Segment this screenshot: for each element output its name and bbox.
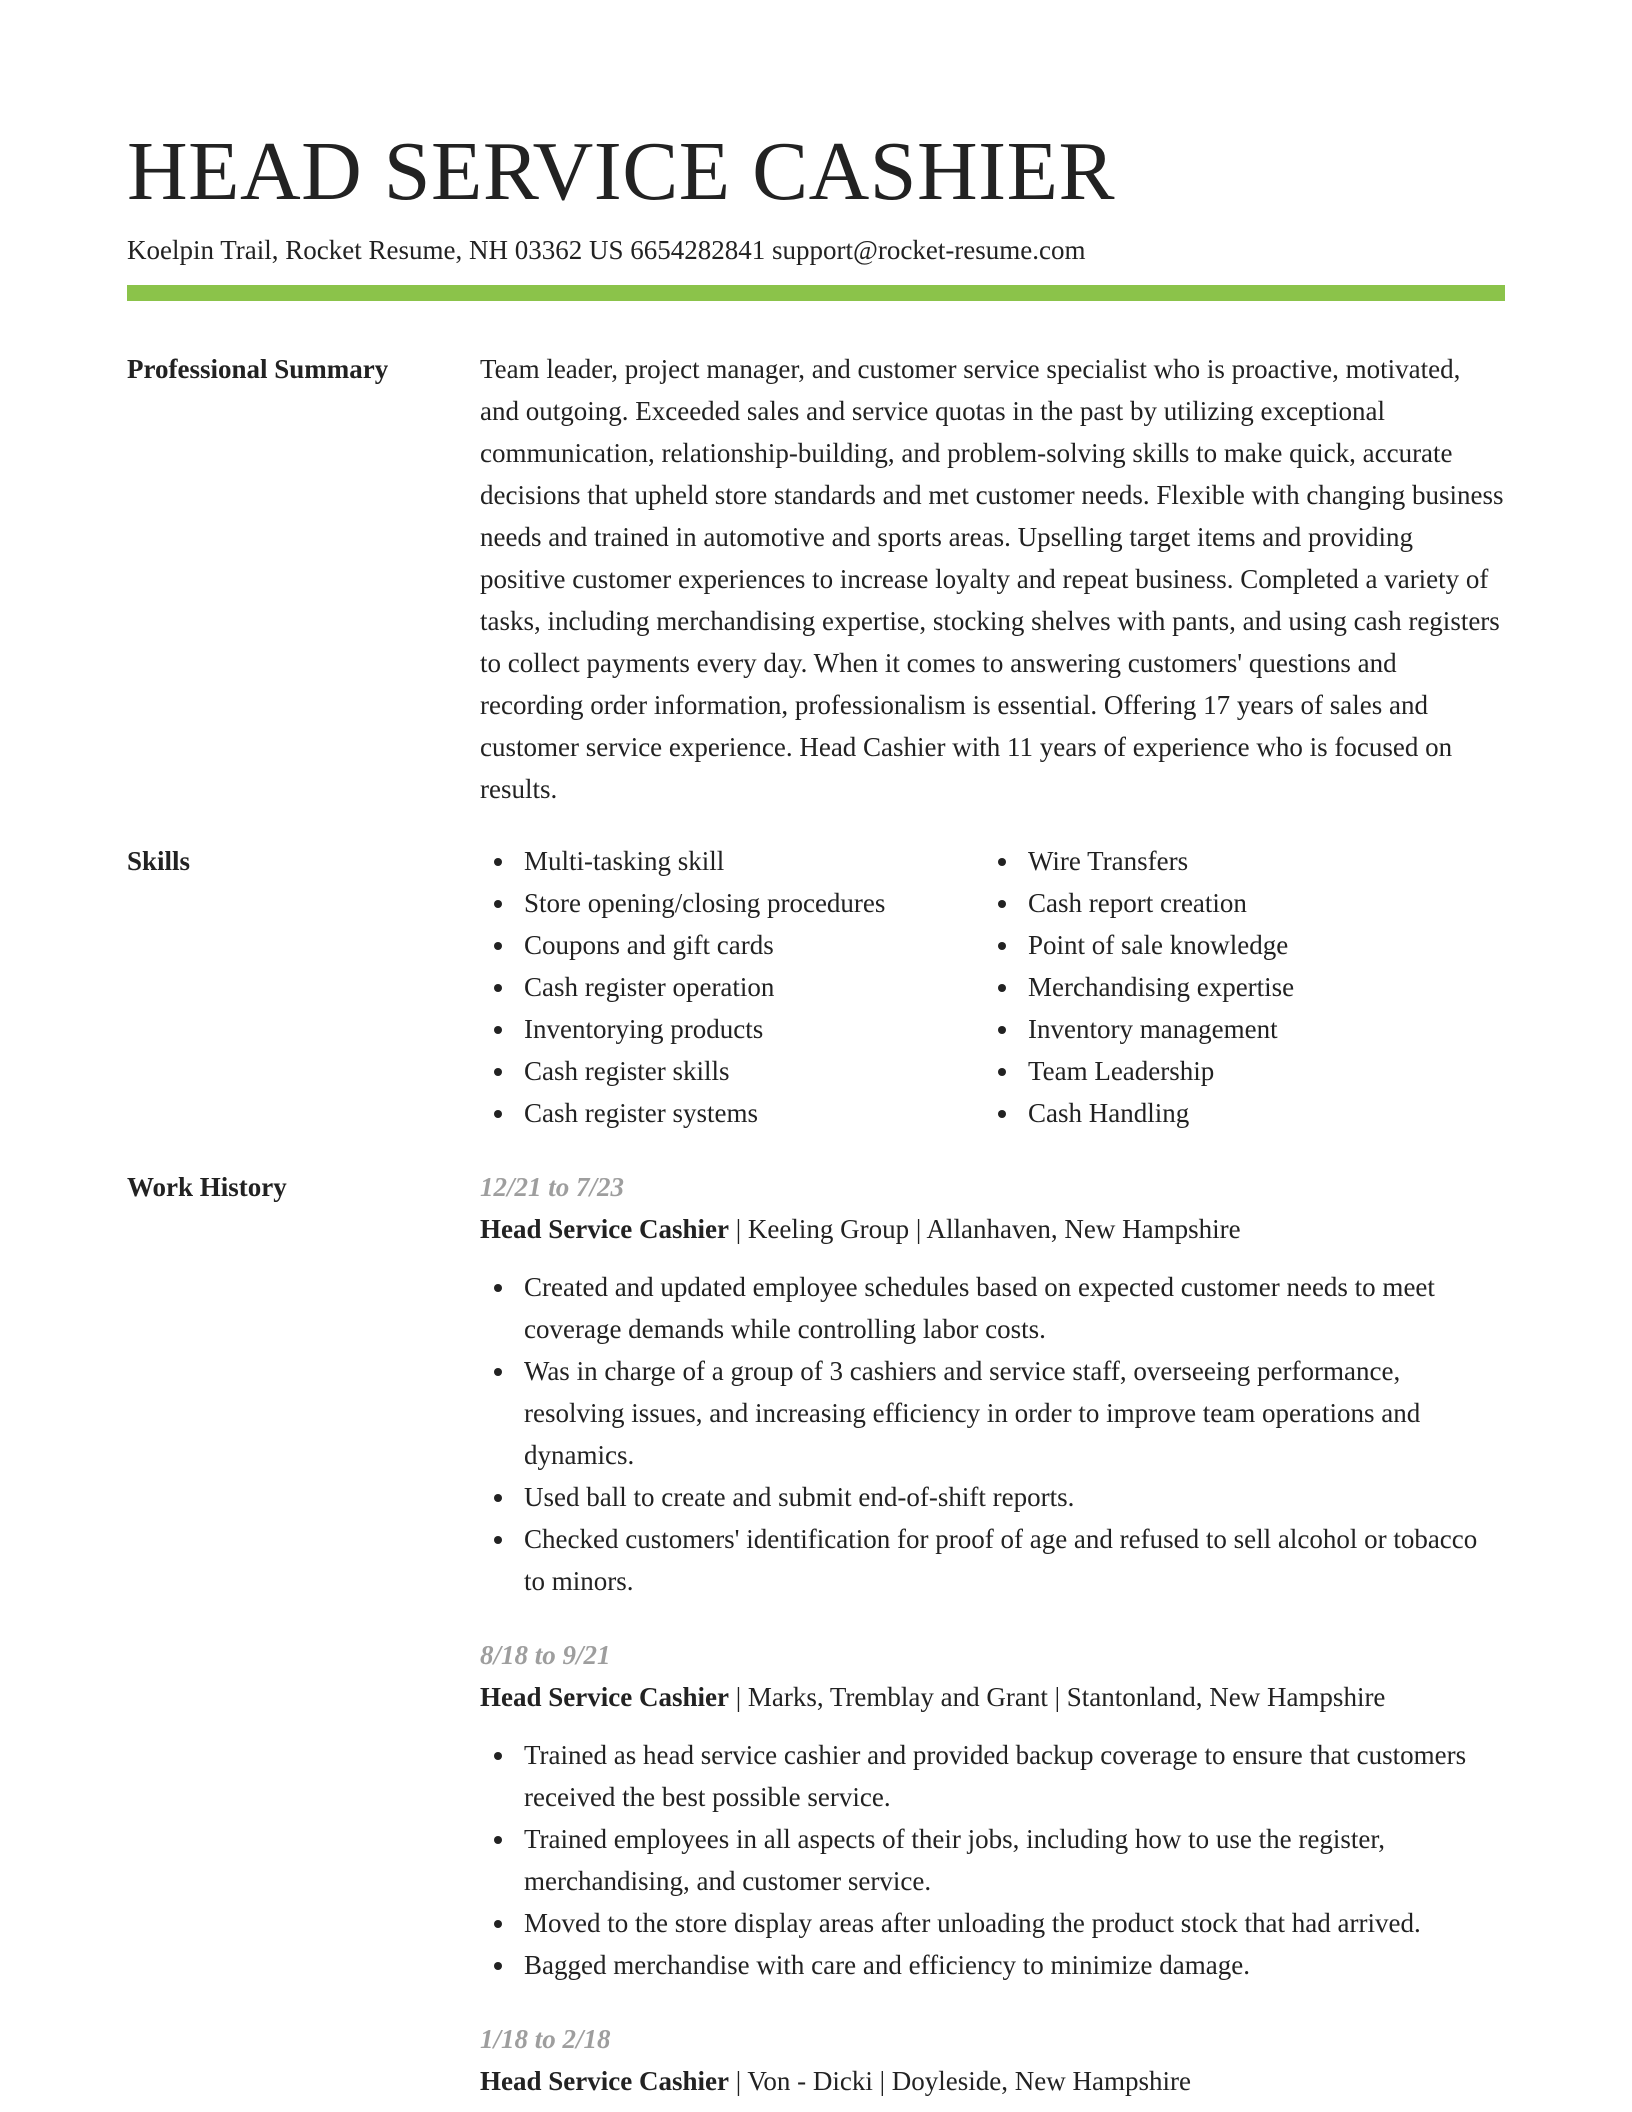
job-details: | Keeling Group | Allanhaven, New Hampshire: [728, 1214, 1241, 1244]
skill-item: Cash report creation: [984, 882, 1488, 924]
job-bullet: Created and updated employee schedules based on expected customer needs to meet coverage demands while controlling labor costs.: [480, 1266, 1505, 1350]
skill-item: Wire Transfers: [984, 840, 1488, 882]
skill-item: Point of sale knowledge: [984, 924, 1488, 966]
job-bullet: Was in charge of a group of 3 cashiers and service staff, overseeing performance, resolving issues, and increasing efficiency in order to improve team operations and dynamics.: [480, 1350, 1505, 1476]
skill-item: Coupons and gift cards: [480, 924, 984, 966]
job-bullet: Bagged merchandise with care and efficiency to minimize damage.: [480, 1944, 1505, 1986]
job-role: Head Service Cashier: [480, 1214, 729, 1244]
job-bullet: Trained as head service cashier and provided backup coverage to ensure that customers received the best possible service.: [480, 1734, 1505, 1818]
skill-item: Cash register operation: [480, 966, 984, 1008]
job-bullet: Trained employees in all aspects of their jobs, including how to use the register, merchandising, and customer service.: [480, 1818, 1505, 1902]
section-title-summary: Professional Summary: [127, 354, 389, 384]
summary-block: [480, 348, 1505, 810]
skills-block: [480, 840, 1505, 1134]
job-details: | Von - Dicki | Doyleside, New Hampshire: [728, 2066, 1191, 2096]
summary-text: Team leader, project manager, and customer service specialist who is proactive, motivated, and outgoing. Exceeded sales and service quotas in the past by utilizing exceptional communication, relationship-building, and problem-solving skills to make quick, accurate decisions that upheld store standards and met customer needs. Flexible with changing business needs and trained in automotive and sports areas. Upselling target items and providing positive customer experiences to increase loyalty and repeat business. Completed a variety of tasks, including merchandising expertise, stocking shelves with pants, and using cash registers to collect payments every day. When it comes to answering customers' questions and recording order information, professionalism is essential. Offering 17 years of sales and customer service experience. Head Cashier with 11 years of experience who is focused on results.: [480, 354, 1504, 804]
skill-item: Cash register systems: [480, 1092, 984, 1134]
skill-item: Multi-tasking skill: [480, 840, 984, 882]
job-heading: [480, 2060, 1505, 2102]
job-role: Head Service Cashier: [480, 2066, 729, 2096]
job-heading: [480, 1676, 1505, 1718]
skill-item: Inventorying products: [480, 1008, 984, 1050]
skill-item: Merchandising expertise: [984, 966, 1488, 1008]
accent-divider: [127, 285, 1505, 301]
job-dates: 8/18 to 9/21: [480, 1640, 611, 1670]
job-bullets: [480, 1734, 1505, 1986]
skill-item: Cash register skills: [480, 1050, 984, 1092]
job-entry: [480, 2018, 1505, 2102]
job-bullet: Checked customers' identification for proof of age and refused to sell alcohol or tobacco to minors.: [480, 1518, 1505, 1602]
candidate-name: HEAD SERVICE CASHIER: [127, 125, 1115, 218]
job-dates: 12/21 to 7/23: [480, 1172, 625, 1202]
skills-list: [480, 840, 1505, 1134]
section-title-work-history: Work History: [127, 1172, 287, 1202]
job-dates: 1/18 to 2/18: [480, 2024, 611, 2054]
section-title-skills: Skills: [127, 846, 191, 876]
job-heading: [480, 1208, 1505, 1250]
job-bullet: Moved to the store display areas after unloading the product stock that had arrived.: [480, 1902, 1505, 1944]
job-bullets: [480, 1266, 1505, 1602]
skill-item: Team Leadership: [984, 1050, 1488, 1092]
job-bullet: Used ball to create and submit end-of-shift reports.: [480, 1476, 1505, 1518]
job-entry: [480, 1166, 1505, 1602]
job-role: Head Service Cashier: [480, 1682, 729, 1712]
skill-item: Cash Handling: [984, 1092, 1488, 1134]
skill-item: Store opening/closing procedures: [480, 882, 984, 924]
job-entry: [480, 1634, 1505, 1986]
job-details: | Marks, Tremblay and Grant | Stantonland, New Hampshire: [728, 1682, 1386, 1712]
contact-line: Koelpin Trail, Rocket Resume, NH 03362 US 6654282841 support@rocket-resume.com: [127, 235, 1086, 265]
skill-item: Inventory management: [984, 1008, 1488, 1050]
